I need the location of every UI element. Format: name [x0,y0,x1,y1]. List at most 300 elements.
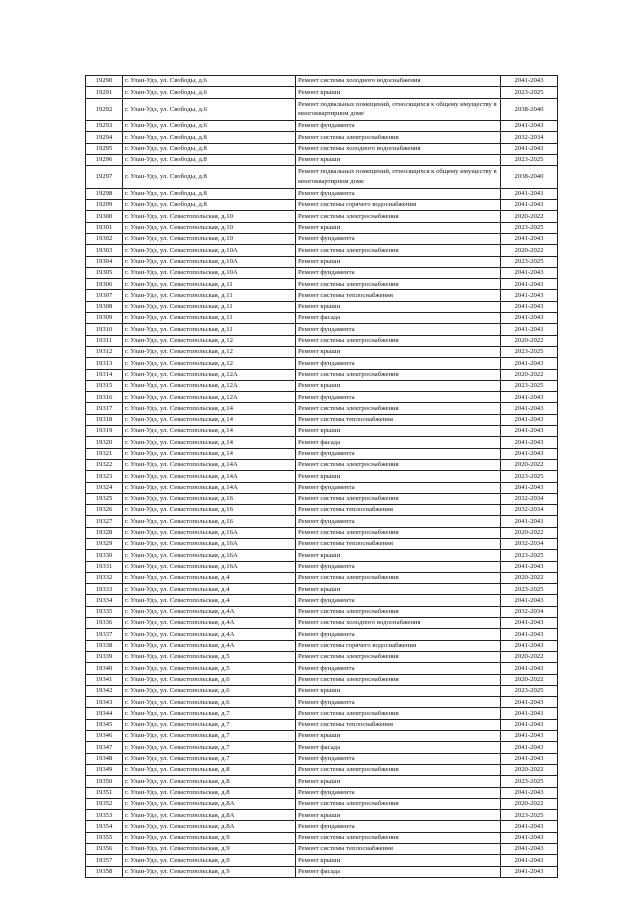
period-cell: 2041-2043 [501,821,558,832]
table-row [86,437,558,448]
period-cell: 2041-2043 [501,392,558,403]
work-type-cell: Ремонт системы теплоснабжения [296,719,501,730]
address-cell: г. Улан-Удэ, ул. Севастопольская, д.9 [123,855,296,866]
record-number-cell: 19327 [86,516,123,527]
period-cell: 2041-2043 [501,708,558,719]
period-cell: 2020-2022 [501,764,558,775]
table-row [86,629,558,640]
record-number-cell: 19325 [86,493,123,504]
work-type-cell: Ремонт системы электроснабжения [296,369,501,380]
table-row [86,143,558,154]
table-row [86,742,558,753]
record-number-cell: 19302 [86,233,123,244]
work-type-cell: Ремонт системы холодного водоснабжения [296,76,501,87]
table-row [86,787,558,798]
record-number-cell: 19347 [86,742,123,753]
period-cell: 2020-2022 [501,651,558,662]
address-cell: г. Улан-Удэ, ул. Севастопольская, д.10А [123,256,296,267]
period-cell: 2041-2043 [501,121,558,132]
record-number-cell: 19350 [86,776,123,787]
table-row [86,561,558,572]
record-number-cell: 19308 [86,301,123,312]
table-row [86,358,558,369]
address-cell: г. Улан-Удэ, ул. Севастопольская, д.8 [123,764,296,775]
record-number-cell: 19328 [86,527,123,538]
work-type-cell: Ремонт крыши [296,346,501,357]
work-type-cell: Ремонт системы электроснабжения [296,132,501,143]
table-row [86,821,558,832]
period-cell: 2041-2043 [501,855,558,866]
address-cell: г. Улан-Удэ, ул. Севастопольская, д.11 [123,290,296,301]
record-number-cell: 19339 [86,651,123,662]
table-row [86,810,558,821]
address-cell: г. Улан-Удэ, ул. Севастопольская, д.6 [123,697,296,708]
table-row [86,663,558,674]
period-cell: 2041-2043 [501,200,558,211]
table-row [86,200,558,211]
work-type-cell: Ремонт системы теплоснабжения [296,538,501,549]
record-number-cell: 19332 [86,572,123,583]
work-type-cell: Ремонт системы электроснабжения [296,606,501,617]
table-row [86,719,558,730]
work-type-cell: Ремонт фундамента [296,821,501,832]
address-cell: г. Улан-Удэ, ул. Севастопольская, д.11 [123,324,296,335]
record-number-cell: 19300 [86,211,123,222]
work-type-cell: Ремонт крыши [296,855,501,866]
table-row [86,380,558,391]
record-number-cell: 19356 [86,844,123,855]
table-row [86,121,558,132]
table-row [86,538,558,549]
table-row [86,267,558,278]
period-cell: 2023-2025 [501,154,558,165]
record-number-cell: 19353 [86,810,123,821]
address-cell: г. Улан-Удэ, ул. Севастопольская, д.14А [123,482,296,493]
table-row [86,685,558,696]
address-cell: г. Улан-Удэ, ул. Севастопольская, д.10 [123,233,296,244]
address-cell: г. Улан-Удэ, ул. Севастопольская, д.16А [123,527,296,538]
record-number-cell: 19354 [86,821,123,832]
period-cell: 2041-2043 [501,437,558,448]
period-cell: 2041-2043 [501,143,558,154]
table-row [86,471,558,482]
table-row [86,753,558,764]
period-cell: 2041-2043 [501,844,558,855]
table-row [86,798,558,809]
work-type-cell: Ремонт фундамента [296,516,501,527]
table-row [86,245,558,256]
table-row [86,313,558,324]
work-type-cell: Ремонт крыши [296,776,501,787]
period-cell: 2041-2043 [501,233,558,244]
record-number-cell: 19312 [86,346,123,357]
record-number-cell: 19315 [86,380,123,391]
table-row [86,166,558,189]
period-cell: 2041-2043 [501,267,558,278]
record-number-cell: 19351 [86,787,123,798]
record-number-cell: 19293 [86,121,123,132]
period-cell: 2020-2022 [501,674,558,685]
address-cell: г. Улан-Удэ, ул. Свободы, д.8 [123,200,296,211]
table-row [86,731,558,742]
table-row [86,516,558,527]
work-type-cell: Ремонт фундамента [296,561,501,572]
address-cell: г. Улан-Удэ, ул. Севастопольская, д.14А [123,471,296,482]
record-number-cell: 19337 [86,629,123,640]
record-number-cell: 19326 [86,505,123,516]
record-number-cell: 19292 [86,98,123,121]
repair-schedule-table [85,75,558,878]
table-row [86,132,558,143]
record-number-cell: 19324 [86,482,123,493]
period-cell: 2023-2025 [501,346,558,357]
work-type-cell: Ремонт системы электроснабжения [296,527,501,538]
work-type-cell: Ремонт фундамента [296,324,501,335]
record-number-cell: 19346 [86,731,123,742]
period-cell: 2041-2043 [501,188,558,199]
period-cell: 2041-2043 [501,482,558,493]
period-cell: 2041-2043 [501,313,558,324]
record-number-cell: 19342 [86,685,123,696]
period-cell: 2041-2043 [501,618,558,629]
table-row [86,256,558,267]
table-row [86,188,558,199]
work-type-cell: Ремонт системы электроснабжения [296,279,501,290]
address-cell: г. Улан-Удэ, ул. Севастопольская, д.4 [123,584,296,595]
address-cell: г. Улан-Удэ, ул. Севастопольская, д.7 [123,708,296,719]
table-row [86,674,558,685]
record-number-cell: 19338 [86,640,123,651]
work-type-cell: Ремонт фундамента [296,121,501,132]
period-cell: 2041-2043 [501,403,558,414]
record-number-cell: 19335 [86,606,123,617]
work-type-cell: Ремонт системы электроснабжения [296,572,501,583]
record-number-cell: 19296 [86,154,123,165]
table-row [86,233,558,244]
address-cell: г. Улан-Удэ, ул. Свободы, д.6 [123,87,296,98]
period-cell: 2041-2043 [501,866,558,877]
period-cell: 2041-2043 [501,358,558,369]
table-row [86,844,558,855]
work-type-cell: Ремонт крыши [296,731,501,742]
period-cell: 2023-2025 [501,550,558,561]
work-type-cell: Ремонт фундамента [296,358,501,369]
table-row [86,482,558,493]
table-row [86,369,558,380]
address-cell: г. Улан-Удэ, ул. Севастопольская, д.12А [123,392,296,403]
work-type-cell: Ремонт крыши [296,87,501,98]
work-type-cell: Ремонт системы горячего водоснабжения [296,640,501,651]
record-number-cell: 19340 [86,663,123,674]
work-type-cell: Ремонт крыши [296,380,501,391]
record-number-cell: 19299 [86,200,123,211]
address-cell: г. Улан-Удэ, ул. Севастопольская, д.14 [123,403,296,414]
address-cell: г. Улан-Удэ, ул. Севастопольская, д.14 [123,426,296,437]
work-type-cell: Ремонт крыши [296,471,501,482]
period-cell: 2023-2025 [501,584,558,595]
period-cell: 2032-2034 [501,493,558,504]
address-cell: г. Улан-Удэ, ул. Свободы, д.6 [123,76,296,87]
address-cell: г. Улан-Удэ, ул. Севастопольская, д.12 [123,335,296,346]
address-cell: г. Улан-Удэ, ул. Севастопольская, д.7 [123,719,296,730]
address-cell: г. Улан-Удэ, ул. Свободы, д.8 [123,143,296,154]
address-cell: г. Улан-Удэ, ул. Севастопольская, д.16 [123,516,296,527]
work-type-cell: Ремонт системы теплоснабжения [296,290,501,301]
address-cell: г. Улан-Удэ, ул. Севастопольская, д.12А [123,380,296,391]
address-cell: г. Улан-Удэ, ул. Севастопольская, д.4 [123,572,296,583]
record-number-cell: 19348 [86,753,123,764]
record-number-cell: 19336 [86,618,123,629]
period-cell: 2041-2043 [501,76,558,87]
work-type-cell: Ремонт системы теплоснабжения [296,505,501,516]
record-number-cell: 19291 [86,87,123,98]
period-cell: 2023-2025 [501,256,558,267]
period-cell: 2041-2043 [501,595,558,606]
table-row [86,866,558,877]
address-cell: г. Улан-Удэ, ул. Севастопольская, д.6 [123,674,296,685]
work-type-cell: Ремонт крыши [296,584,501,595]
work-type-cell: Ремонт крыши [296,550,501,561]
address-cell: г. Улан-Удэ, ул. Севастопольская, д.7 [123,753,296,764]
work-type-cell: Ремонт крыши [296,154,501,165]
table-row [86,324,558,335]
work-type-cell: Ремонт подвальных помещений, относящихся к общему имуществу в многоквартирном доме [296,98,501,121]
period-cell: 2041-2043 [501,448,558,459]
period-cell: 2020-2022 [501,459,558,470]
work-type-cell: Ремонт фундамента [296,233,501,244]
address-cell: г. Улан-Удэ, ул. Севастопольская, д.10 [123,222,296,233]
record-number-cell: 19301 [86,222,123,233]
address-cell: г. Улан-Удэ, ул. Севастопольская, д.12 [123,358,296,369]
table-row [86,290,558,301]
period-cell: 2023-2025 [501,471,558,482]
record-number-cell: 19294 [86,132,123,143]
work-type-cell: Ремонт системы электроснабжения [296,335,501,346]
record-number-cell: 19297 [86,166,123,189]
period-cell: 2041-2043 [501,414,558,425]
period-cell: 2032-2034 [501,606,558,617]
work-type-cell: Ремонт фасада [296,742,501,753]
record-number-cell: 19304 [86,256,123,267]
period-cell: 2041-2043 [501,697,558,708]
period-cell: 2041-2043 [501,787,558,798]
table-row [86,527,558,538]
work-type-cell: Ремонт системы горячего водоснабжения [296,200,501,211]
period-cell: 2041-2043 [501,640,558,651]
address-cell: г. Улан-Удэ, ул. Свободы, д.6 [123,98,296,121]
work-type-cell: Ремонт фундамента [296,787,501,798]
work-type-cell: Ремонт системы электроснабжения [296,459,501,470]
record-number-cell: 19344 [86,708,123,719]
table-row [86,414,558,425]
work-type-cell: Ремонт фундамента [296,188,501,199]
address-cell: г. Улан-Удэ, ул. Севастопольская, д.7 [123,742,296,753]
address-cell: г. Улан-Удэ, ул. Севастопольская, д.8 [123,787,296,798]
work-type-cell: Ремонт крыши [296,256,501,267]
address-cell: г. Улан-Удэ, ул. Севастопольская, д.16А [123,561,296,572]
period-cell: 2023-2025 [501,87,558,98]
period-cell: 2020-2022 [501,211,558,222]
record-number-cell: 19305 [86,267,123,278]
period-cell: 2041-2043 [501,290,558,301]
record-number-cell: 19320 [86,437,123,448]
address-cell: г. Улан-Удэ, ул. Севастопольская, д.4А [123,629,296,640]
period-cell: 2020-2022 [501,245,558,256]
period-cell: 2041-2043 [501,324,558,335]
period-cell: 2041-2043 [501,663,558,674]
table-row [86,301,558,312]
address-cell: г. Улан-Удэ, ул. Севастопольская, д.14 [123,437,296,448]
address-cell: г. Улан-Удэ, ул. Севастопольская, д.14 [123,448,296,459]
record-number-cell: 19314 [86,369,123,380]
address-cell: г. Улан-Удэ, ул. Севастопольская, д.4А [123,606,296,617]
work-type-cell: Ремонт системы электроснабжения [296,403,501,414]
record-number-cell: 19290 [86,76,123,87]
period-cell: 2041-2043 [501,516,558,527]
period-cell: 2038-2040 [501,98,558,121]
address-cell: г. Улан-Удэ, ул. Свободы, д.8 [123,154,296,165]
address-cell: г. Улан-Удэ, ул. Севастопольская, д.11 [123,301,296,312]
address-cell: г. Улан-Удэ, ул. Севастопольская, д.7 [123,731,296,742]
table-row [86,640,558,651]
work-type-cell: Ремонт крыши [296,685,501,696]
address-cell: г. Улан-Удэ, ул. Севастопольская, д.16А [123,538,296,549]
work-type-cell: Ремонт фундамента [296,392,501,403]
table-row [86,426,558,437]
address-cell: г. Улан-Удэ, ул. Севастопольская, д.5 [123,651,296,662]
table-row [86,595,558,606]
record-number-cell: 19309 [86,313,123,324]
work-type-cell: Ремонт системы электроснабжения [296,211,501,222]
record-number-cell: 19323 [86,471,123,482]
record-number-cell: 19330 [86,550,123,561]
period-cell: 2023-2025 [501,380,558,391]
record-number-cell: 19303 [86,245,123,256]
table-row [86,279,558,290]
period-cell: 2023-2025 [501,685,558,696]
table-row [86,708,558,719]
record-number-cell: 19343 [86,697,123,708]
address-cell: г. Улан-Удэ, ул. Севастопольская, д.9 [123,844,296,855]
table-row [86,572,558,583]
table-row [86,584,558,595]
table-row [86,776,558,787]
record-number-cell: 19331 [86,561,123,572]
address-cell: г. Улан-Удэ, ул. Севастопольская, д.10 [123,211,296,222]
period-cell: 2041-2043 [501,301,558,312]
address-cell: г. Улан-Удэ, ул. Севастопольская, д.16А [123,550,296,561]
table-row [86,98,558,121]
period-cell: 2032-2034 [501,132,558,143]
address-cell: г. Улан-Удэ, ул. Свободы, д.6 [123,121,296,132]
work-type-cell: Ремонт системы холодного водоснабжения [296,143,501,154]
record-number-cell: 19306 [86,279,123,290]
period-cell: 2041-2043 [501,426,558,437]
address-cell: г. Улан-Удэ, ул. Севастопольская, д.4А [123,618,296,629]
period-cell: 2041-2043 [501,629,558,640]
period-cell: 2023-2025 [501,810,558,821]
address-cell: г. Улан-Удэ, ул. Севастопольская, д.6 [123,685,296,696]
record-number-cell: 19329 [86,538,123,549]
table-row [86,154,558,165]
period-cell: 2041-2043 [501,753,558,764]
record-number-cell: 19322 [86,459,123,470]
work-type-cell: Ремонт фундамента [296,629,501,640]
table-row [86,403,558,414]
record-number-cell: 19317 [86,403,123,414]
table-row [86,764,558,775]
record-number-cell: 19321 [86,448,123,459]
work-type-cell: Ремонт фундамента [296,267,501,278]
address-cell: г. Улан-Удэ, ул. Севастопольская, д.4 [123,595,296,606]
work-type-cell: Ремонт системы холодного водоснабжения [296,618,501,629]
address-cell: г. Улан-Удэ, ул. Севастопольская, д.9 [123,832,296,843]
work-type-cell: Ремонт фасада [296,313,501,324]
period-cell: 2041-2043 [501,742,558,753]
table-row [86,505,558,516]
address-cell: г. Улан-Удэ, ул. Свободы, д.8 [123,132,296,143]
table-row [86,493,558,504]
work-type-cell: Ремонт системы теплоснабжения [296,844,501,855]
address-cell: г. Улан-Удэ, ул. Севастопольская, д.8 [123,776,296,787]
address-cell: г. Улан-Удэ, ул. Севастопольская, д.11 [123,279,296,290]
work-type-cell: Ремонт фундамента [296,595,501,606]
address-cell: г. Улан-Удэ, ул. Севастопольская, д.8А [123,810,296,821]
work-type-cell: Ремонт крыши [296,426,501,437]
period-cell: 2041-2043 [501,832,558,843]
record-number-cell: 19333 [86,584,123,595]
table-row [86,335,558,346]
period-cell: 2041-2043 [501,279,558,290]
work-type-cell: Ремонт фасада [296,437,501,448]
work-type-cell: Ремонт системы электроснабжения [296,832,501,843]
work-type-cell: Ремонт системы электроснабжения [296,708,501,719]
record-number-cell: 19357 [86,855,123,866]
work-type-cell: Ремонт фундамента [296,448,501,459]
record-number-cell: 19345 [86,719,123,730]
table-row [86,618,558,629]
work-type-cell: Ремонт фундамента [296,753,501,764]
record-number-cell: 19355 [86,832,123,843]
address-cell: г. Улан-Удэ, ул. Севастопольская, д.10А [123,245,296,256]
address-cell: г. Улан-Удэ, ул. Севастопольская, д.9 [123,866,296,877]
table-body [86,76,558,878]
record-number-cell: 19358 [86,866,123,877]
work-type-cell: Ремонт системы электроснабжения [296,245,501,256]
table-row [86,832,558,843]
record-number-cell: 19310 [86,324,123,335]
period-cell: 2023-2025 [501,222,558,233]
address-cell: г. Улан-Удэ, ул. Севастопольская, д.14 [123,414,296,425]
period-cell: 2020-2022 [501,798,558,809]
work-type-cell: Ремонт фундамента [296,663,501,674]
address-cell: г. Улан-Удэ, ул. Севастопольская, д.10А [123,267,296,278]
period-cell: 2041-2043 [501,561,558,572]
record-number-cell: 19313 [86,358,123,369]
work-type-cell: Ремонт фасада [296,866,501,877]
address-cell: г. Улан-Удэ, ул. Севастопольская, д.12 [123,346,296,357]
work-type-cell: Ремонт крыши [296,810,501,821]
work-type-cell: Ремонт фундамента [296,697,501,708]
address-cell: г. Улан-Удэ, ул. Севастопольская, д.5 [123,663,296,674]
work-type-cell: Ремонт системы электроснабжения [296,674,501,685]
address-cell: г. Улан-Удэ, ул. Севастопольская, д.4А [123,640,296,651]
work-type-cell: Ремонт системы электроснабжения [296,493,501,504]
record-number-cell: 19318 [86,414,123,425]
period-cell: 2020-2022 [501,335,558,346]
record-number-cell: 19352 [86,798,123,809]
work-type-cell: Ремонт подвальных помещений, относящихся к общему имуществу в многоквартирном доме [296,166,501,189]
